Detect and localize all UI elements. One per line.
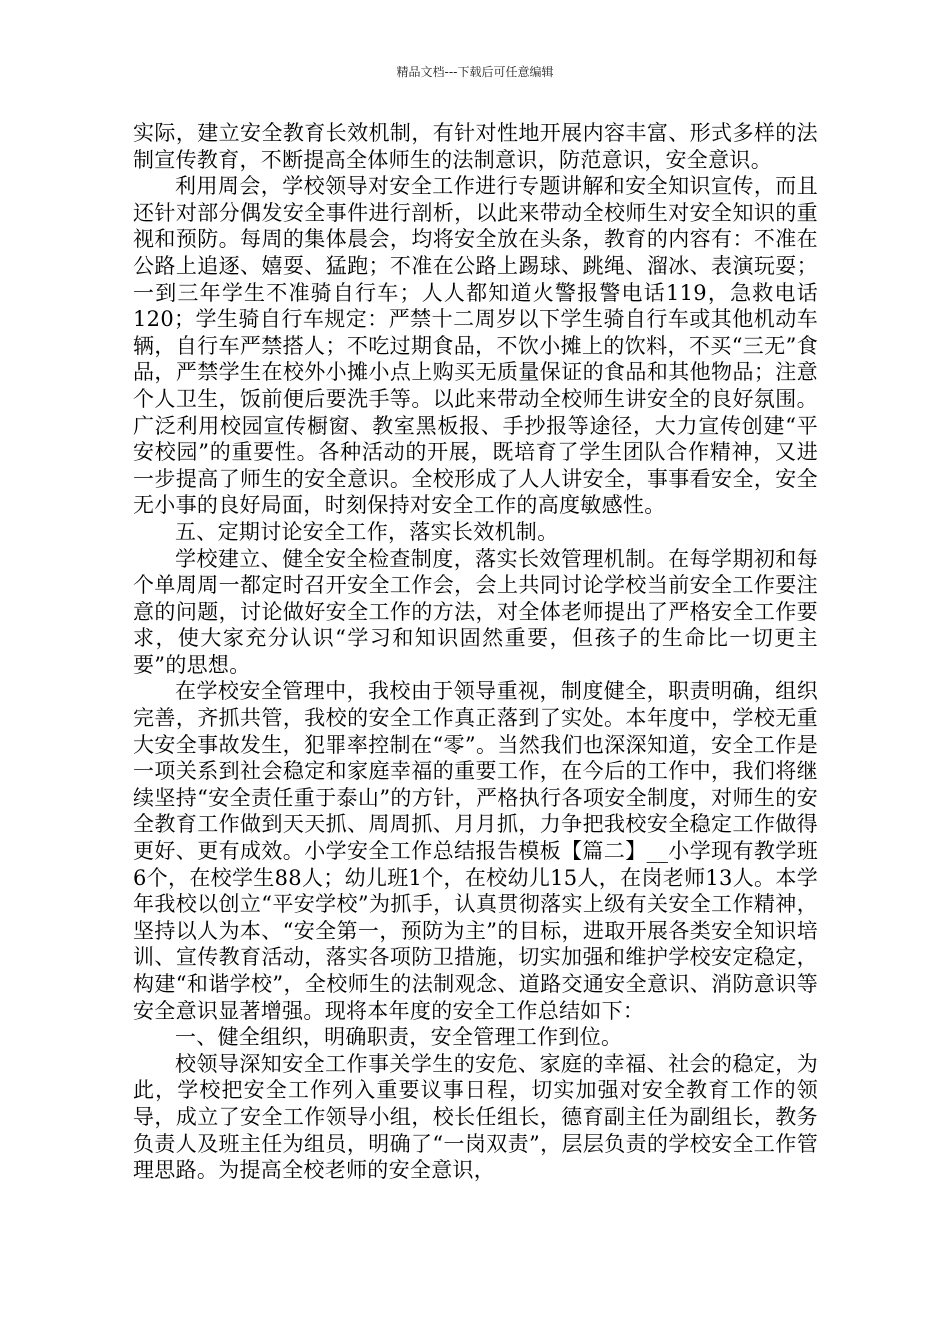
document-body xyxy=(133,120,818,1184)
paragraph: 实际，建立安全教育长效机制，有针对性地开展内容丰富、形式多样的法制宣传教育，不断提高全体师生的法制意识，防范意识，安全意识。 xyxy=(133,121,818,172)
section-heading: 五、定期讨论安全工作，落实长效机制。 xyxy=(175,519,559,544)
paragraph: 学校建立、健全安全检查制度，落实长效管理机制。在每学期初和每个单周周一都定时召开安全工作会，会上共同讨论学校当前安全工作要注意的问题，讨论做好安全工作的方法，对全体老师提出了严格安全工作要求，使大家充分认识“学习和知识固然重要，但孩子的生命比一切更主要”的思想。 xyxy=(133,546,818,677)
paragraph: 校领导深知安全工作事关学生的安危、家庭的幸福、社会的稳定，为此，学校把安全工作列入重要议事日程，切实加强对安全教育工作的领导，成立了安全工作领导小组，校长任组长，德育副主任为副组长，教务负责人及班主任为组员，明确了“一岗双责”，层层负责的学校安全工作管理思路。为提高全校老师的安全意识， xyxy=(133,1051,818,1183)
section-heading: 一、健全组织，明确职责，安全管理工作到位。 xyxy=(175,1025,623,1050)
paragraph: 利用周会，学校领导对安全工作进行专题讲解和安全知识宣传，而且还针对部分偶发安全事件进行剖析，以此来带动全校师生对安全知识的重视和预防。每周的集体晨会，均将安全放在头条，教育的内容有：不准在公路上追逐、嬉耍、猛跑；不准在公路上踢球、跳绳、溜冰、表演玩耍；一到三年学生不准骑自行车；人人都知道火警报警电话119，急救电话120；学生骑自行车规定：严禁十二周岁以下学生骑自行车或其他机动车辆，自行车严禁搭人；不吃过期食品，不饮小摊上的饮料，不买“三无”食品，严禁学生在校外小摊小点上购买无质量保证的食品和其他物品；注意个人卫生，饭前便后要洗手等。以此来带动全校师生讲安全的良好氛围。广泛利用校园宣传橱窗、教室黑板报、手抄报等途径，大力宣传创建“平安校园”的重要性。各种活动的开展，既培育了学生团队合作精神，又进一步提高了师生的安全意识。全校形成了人人讲安全，事事看安全，安全无小事的良好局面，时刻保持对安全工作的高度敏感性。 xyxy=(133,174,818,518)
page-header: 精品文档---下载后可任意编辑 xyxy=(396,65,554,79)
paragraph: 在学校安全管理中，我校由于领导重视，制度健全，职责明确，组织完善，齐抓共管，我校的安全工作真正落到了实处。本年度中，学校无重大安全事故发生，犯罪率控制在“零”。当然我们也深深知道，安全工作是一项关系到社会稳定和家庭幸福的重要工作，在今后的工作中，我们将继续坚持“安全责任重于泰山”的方针，严格执行各项安全制度，对师生的安全教育工作做到天天抓、周周抓、月月抓，力争把我校安全稳定工作做得更好、更有成效。小学安全工作总结报告模板【篇二】__小学现有教学班6个，在校学生88人；幼儿班1个，在校幼儿15人，在岗老师13人。本学年我校以创立“平安学校”为抓手，认真贯彻落实上级有关安全工作精神，坚持以人为本、“安全第一，预防为主”的目标，进取开展各类安全知识培训、宣传教育活动，落实各项防卫措施，切实加强和维护学校安定稳定，构建“和谐学校”，全校师生的法制观念、道路交通安全意识、消防意识等安全意识显著增强。现将本年度的安全工作总结如下： xyxy=(133,679,818,1023)
